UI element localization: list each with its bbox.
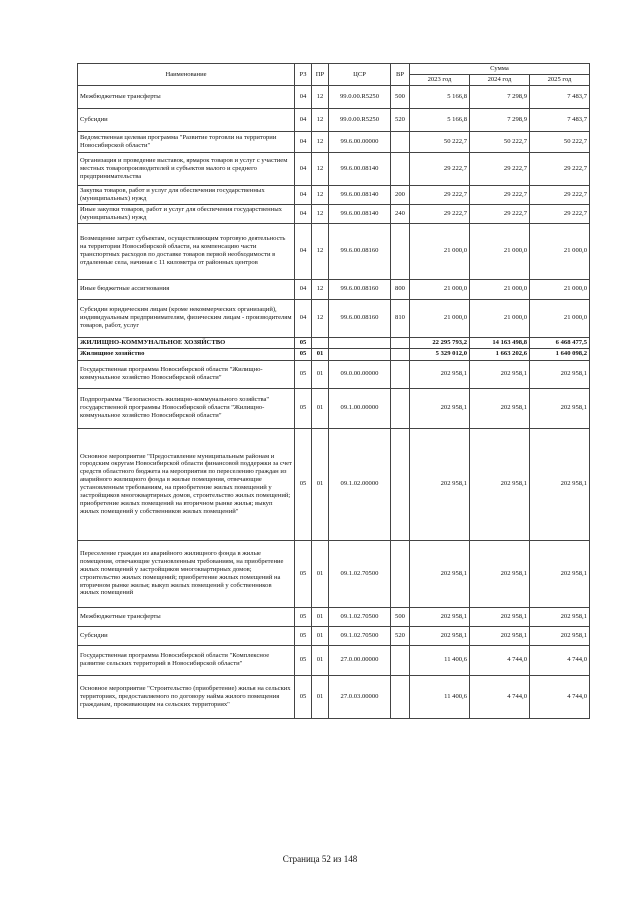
header-vr: ВР bbox=[391, 64, 410, 86]
cell-csr: 09.1.00.00000 bbox=[329, 388, 391, 428]
cell-amount-2024: 202 958,1 bbox=[470, 360, 530, 388]
cell-name: Возмещение затрат субъектам, осуществляющим торговую деятельность на территории Новосибирской области, на компенсацию части транспортных расходов по доставке товаров первой необходимости в отдаленные села, начиная с 11 километра от районных центров bbox=[78, 223, 295, 279]
table-row bbox=[78, 186, 590, 205]
cell-pr: 12 bbox=[312, 153, 329, 186]
cell-amount-2023: 202 958,1 bbox=[410, 607, 470, 626]
cell-rz: 05 bbox=[295, 607, 312, 626]
cell-amount-2025: 7 483,7 bbox=[530, 109, 590, 132]
cell-vr: 500 bbox=[391, 86, 410, 109]
cell-vr bbox=[391, 337, 410, 348]
cell-rz: 05 bbox=[295, 360, 312, 388]
cell-amount-2025: 1 640 098,2 bbox=[530, 348, 590, 360]
cell-amount-2023: 21 000,0 bbox=[410, 279, 470, 299]
cell-rz: 04 bbox=[295, 86, 312, 109]
cell-amount-2025: 202 958,1 bbox=[530, 388, 590, 428]
cell-amount-2024: 202 958,1 bbox=[470, 626, 530, 645]
cell-amount-2023: 29 222,7 bbox=[410, 186, 470, 205]
cell-rz: 05 bbox=[295, 540, 312, 607]
cell-vr bbox=[391, 675, 410, 718]
cell-csr bbox=[329, 337, 391, 348]
cell-name: Жилищное хозяйство bbox=[78, 348, 295, 360]
cell-name: Субсидии юридическим лицам (кроме некоммерческих организаций), индивидуальным предпринимателям, физическим лицам - производителям товаров, работ, услуг bbox=[78, 299, 295, 337]
cell-pr: 12 bbox=[312, 299, 329, 337]
cell-amount-2024: 202 958,1 bbox=[470, 540, 530, 607]
cell-rz: 05 bbox=[295, 645, 312, 675]
cell-amount-2024: 29 222,7 bbox=[470, 186, 530, 205]
cell-name: Основное мероприятие "Строительство (приобретение) жилья на сельских территориях, предоставляемого по договору найма жилого помещения гражданам, проживающим на сельских территориях" bbox=[78, 675, 295, 718]
header-csr: ЦСР bbox=[329, 64, 391, 86]
cell-pr: 01 bbox=[312, 607, 329, 626]
cell-amount-2024: 50 222,7 bbox=[470, 132, 530, 153]
table-row bbox=[78, 204, 590, 223]
cell-rz: 05 bbox=[295, 428, 312, 540]
cell-pr: 01 bbox=[312, 428, 329, 540]
cell-rz: 04 bbox=[295, 204, 312, 223]
cell-amount-2025: 29 222,7 bbox=[530, 204, 590, 223]
page-number: Страница 52 из 148 bbox=[282, 854, 358, 864]
table-row bbox=[78, 279, 590, 299]
cell-csr: 99.0.00.R5250 bbox=[329, 109, 391, 132]
cell-rz: 05 bbox=[295, 675, 312, 718]
header-sum: Сумма bbox=[410, 64, 590, 75]
cell-csr: 99.0.00.R5250 bbox=[329, 86, 391, 109]
cell-vr bbox=[391, 645, 410, 675]
cell-amount-2023: 202 958,1 bbox=[410, 388, 470, 428]
cell-amount-2025: 21 000,0 bbox=[530, 223, 590, 279]
cell-name: Межбюджетные трансферты bbox=[78, 607, 295, 626]
cell-pr: 01 bbox=[312, 540, 329, 607]
cell-rz: 04 bbox=[295, 153, 312, 186]
cell-rz: 04 bbox=[295, 132, 312, 153]
cell-amount-2025: 202 958,1 bbox=[530, 607, 590, 626]
cell-vr bbox=[391, 388, 410, 428]
cell-csr: 09.1.02.70500 bbox=[329, 540, 391, 607]
cell-amount-2023: 202 958,1 bbox=[410, 360, 470, 388]
table-row bbox=[78, 109, 590, 132]
cell-amount-2025: 202 958,1 bbox=[530, 428, 590, 540]
cell-pr: 01 bbox=[312, 675, 329, 718]
cell-name: Межбюджетные трансферты bbox=[78, 86, 295, 109]
cell-pr: 12 bbox=[312, 279, 329, 299]
table-row bbox=[78, 153, 590, 186]
cell-pr: 01 bbox=[312, 626, 329, 645]
cell-vr bbox=[391, 428, 410, 540]
cell-name: Переселение граждан из аварийного жилищного фонда в жилые помещения, отвечающие установленным требованиям, на приобретение жилых помещений у застройщиков многоквартирных домов; строительство жилых помещений; приобретение жилых помещений на вторичном рынке жилья; выкуп жилых помещений у собственников жилых помещений bbox=[78, 540, 295, 607]
cell-amount-2025: 29 222,7 bbox=[530, 153, 590, 186]
cell-rz: 04 bbox=[295, 299, 312, 337]
cell-rz: 04 bbox=[295, 109, 312, 132]
cell-amount-2025: 21 000,0 bbox=[530, 299, 590, 337]
cell-csr: 09.1.02.70500 bbox=[329, 626, 391, 645]
cell-csr: 99.6.00.08160 bbox=[329, 299, 391, 337]
cell-amount-2023: 29 222,7 bbox=[410, 153, 470, 186]
cell-amount-2024: 21 000,0 bbox=[470, 223, 530, 279]
cell-amount-2025: 202 958,1 bbox=[530, 360, 590, 388]
cell-pr: 01 bbox=[312, 360, 329, 388]
cell-amount-2025: 21 000,0 bbox=[530, 279, 590, 299]
cell-amount-2023: 21 000,0 bbox=[410, 223, 470, 279]
table-row bbox=[78, 132, 590, 153]
cell-vr: 240 bbox=[391, 204, 410, 223]
header-pr: ПР bbox=[312, 64, 329, 86]
cell-amount-2025: 50 222,7 bbox=[530, 132, 590, 153]
cell-amount-2023: 22 295 793,2 bbox=[410, 337, 470, 348]
table-row bbox=[78, 626, 590, 645]
cell-csr: 09.1.02.70500 bbox=[329, 607, 391, 626]
table-row bbox=[78, 645, 590, 675]
cell-name: Закупка товаров, работ и услуг для обеспечения государственных (муниципальных) нужд bbox=[78, 186, 295, 205]
cell-csr: 09.0.00.00000 bbox=[329, 360, 391, 388]
cell-vr bbox=[391, 348, 410, 360]
cell-amount-2023: 5 329 012,0 bbox=[410, 348, 470, 360]
cell-amount-2024: 21 000,0 bbox=[470, 299, 530, 337]
cell-vr: 800 bbox=[391, 279, 410, 299]
cell-amount-2023: 202 958,1 bbox=[410, 428, 470, 540]
cell-name: Основное мероприятие "Предоставление муниципальным районам и городским округам Новосибирской области финансовой поддержки за счет средств областного бюджета на мероприятия по переселению граждан из аварийного жилищного фонда в жилые помещения, отвечающие установленным требованиям, на приобретение жилых помещений у застройщиков многоквартирных домов, строительство жилых помещений; приобретение жилых помещений на вторичном рынке жилья; выкуп жилых помещений у собственников жилых помещений" bbox=[78, 428, 295, 540]
cell-amount-2024: 29 222,7 bbox=[470, 204, 530, 223]
cell-amount-2025: 202 958,1 bbox=[530, 540, 590, 607]
cell-vr: 520 bbox=[391, 109, 410, 132]
cell-csr: 27.0.00.00000 bbox=[329, 645, 391, 675]
cell-amount-2023: 5 166,8 bbox=[410, 86, 470, 109]
cell-pr: 12 bbox=[312, 186, 329, 205]
cell-pr: 01 bbox=[312, 388, 329, 428]
cell-amount-2024: 202 958,1 bbox=[470, 388, 530, 428]
header-year-2024: 2024 год bbox=[470, 75, 530, 86]
cell-amount-2024: 1 663 202,6 bbox=[470, 348, 530, 360]
cell-amount-2024: 202 958,1 bbox=[470, 428, 530, 540]
cell-name: Подпрограмма "Безопасность жилищно-коммунального хозяйства" государственной программы Новосибирской области "Жилищно-коммунальное хозяйство Новосибирской области" bbox=[78, 388, 295, 428]
table-row bbox=[78, 388, 590, 428]
cell-csr: 99.6.00.08160 bbox=[329, 223, 391, 279]
table-row bbox=[78, 337, 590, 348]
cell-amount-2024: 202 958,1 bbox=[470, 607, 530, 626]
cell-rz: 05 bbox=[295, 626, 312, 645]
table-row bbox=[78, 360, 590, 388]
header-year-2025: 2025 год bbox=[530, 75, 590, 86]
cell-name: Государственная программа Новосибирской области "Комплексное развитие сельских территорий в Новосибирской области" bbox=[78, 645, 295, 675]
cell-name: Иные бюджетные ассигнования bbox=[78, 279, 295, 299]
cell-csr: 99.6.00.08160 bbox=[329, 279, 391, 299]
cell-vr bbox=[391, 132, 410, 153]
table-row bbox=[78, 299, 590, 337]
cell-amount-2025: 7 483,7 bbox=[530, 86, 590, 109]
cell-amount-2023: 11 400,6 bbox=[410, 645, 470, 675]
cell-amount-2025: 202 958,1 bbox=[530, 626, 590, 645]
table-row bbox=[78, 223, 590, 279]
cell-rz: 04 bbox=[295, 223, 312, 279]
table-row bbox=[78, 540, 590, 607]
cell-name: Субсидии bbox=[78, 626, 295, 645]
cell-pr bbox=[312, 337, 329, 348]
cell-amount-2024: 29 222,7 bbox=[470, 153, 530, 186]
cell-amount-2025: 4 744,0 bbox=[530, 645, 590, 675]
cell-vr bbox=[391, 540, 410, 607]
cell-rz: 04 bbox=[295, 279, 312, 299]
budget-table bbox=[77, 63, 590, 719]
cell-vr: 200 bbox=[391, 186, 410, 205]
cell-amount-2023: 202 958,1 bbox=[410, 540, 470, 607]
cell-pr: 12 bbox=[312, 204, 329, 223]
cell-pr: 01 bbox=[312, 348, 329, 360]
cell-amount-2024: 7 298,9 bbox=[470, 86, 530, 109]
cell-vr: 520 bbox=[391, 626, 410, 645]
cell-csr: 99.6.00.00000 bbox=[329, 132, 391, 153]
cell-pr: 01 bbox=[312, 645, 329, 675]
cell-vr bbox=[391, 153, 410, 186]
table-row bbox=[78, 86, 590, 109]
cell-rz: 05 bbox=[295, 337, 312, 348]
cell-amount-2023: 11 400,6 bbox=[410, 675, 470, 718]
cell-csr: 99.6.00.08140 bbox=[329, 204, 391, 223]
cell-rz: 05 bbox=[295, 388, 312, 428]
cell-name: Ведомственная целевая программа "Развитие торговли на территории Новосибирской области" bbox=[78, 132, 295, 153]
cell-rz: 05 bbox=[295, 348, 312, 360]
table-row bbox=[78, 428, 590, 540]
cell-vr bbox=[391, 360, 410, 388]
cell-pr: 12 bbox=[312, 132, 329, 153]
table-row bbox=[78, 675, 590, 718]
cell-amount-2023: 50 222,7 bbox=[410, 132, 470, 153]
cell-amount-2023: 29 222,7 bbox=[410, 204, 470, 223]
cell-name: Государственная программа Новосибирской области "Жилищно-коммунальное хозяйство Новосибирской области" bbox=[78, 360, 295, 388]
cell-vr: 500 bbox=[391, 607, 410, 626]
cell-amount-2024: 14 163 498,8 bbox=[470, 337, 530, 348]
cell-amount-2024: 21 000,0 bbox=[470, 279, 530, 299]
cell-vr bbox=[391, 223, 410, 279]
cell-amount-2025: 4 744,0 bbox=[530, 675, 590, 718]
header-rz: РЗ bbox=[295, 64, 312, 86]
cell-name: Организация и проведение выставок, ярмарок товаров и услуг с участием местных товаропроизводителей и субъектов малого и среднего предпринимательства bbox=[78, 153, 295, 186]
header-name: Наименование bbox=[78, 64, 295, 86]
cell-pr: 12 bbox=[312, 109, 329, 132]
cell-amount-2024: 7 298,9 bbox=[470, 109, 530, 132]
cell-rz: 04 bbox=[295, 186, 312, 205]
cell-amount-2023: 202 958,1 bbox=[410, 626, 470, 645]
cell-amount-2025: 29 222,7 bbox=[530, 186, 590, 205]
table-row bbox=[78, 607, 590, 626]
cell-csr: 27.0.03.00000 bbox=[329, 675, 391, 718]
cell-name: Иные закупки товаров, работ и услуг для обеспечения государственных (муниципальных) нужд bbox=[78, 204, 295, 223]
cell-csr: 99.6.00.08140 bbox=[329, 153, 391, 186]
cell-amount-2024: 4 744,0 bbox=[470, 645, 530, 675]
cell-amount-2023: 21 000,0 bbox=[410, 299, 470, 337]
table-row bbox=[78, 348, 590, 360]
cell-name: ЖИЛИЩНО-КОММУНАЛЬНОЕ ХОЗЯЙСТВО bbox=[78, 337, 295, 348]
cell-vr: 810 bbox=[391, 299, 410, 337]
header-year-2023: 2023 год bbox=[410, 75, 470, 86]
cell-name: Субсидии bbox=[78, 109, 295, 132]
cell-amount-2024: 4 744,0 bbox=[470, 675, 530, 718]
cell-csr bbox=[329, 348, 391, 360]
cell-csr: 09.1.02.00000 bbox=[329, 428, 391, 540]
cell-csr: 99.6.00.08140 bbox=[329, 186, 391, 205]
budget-table-body bbox=[78, 86, 590, 719]
cell-amount-2023: 5 166,8 bbox=[410, 109, 470, 132]
cell-pr: 12 bbox=[312, 86, 329, 109]
cell-pr: 12 bbox=[312, 223, 329, 279]
cell-amount-2025: 6 468 477,5 bbox=[530, 337, 590, 348]
